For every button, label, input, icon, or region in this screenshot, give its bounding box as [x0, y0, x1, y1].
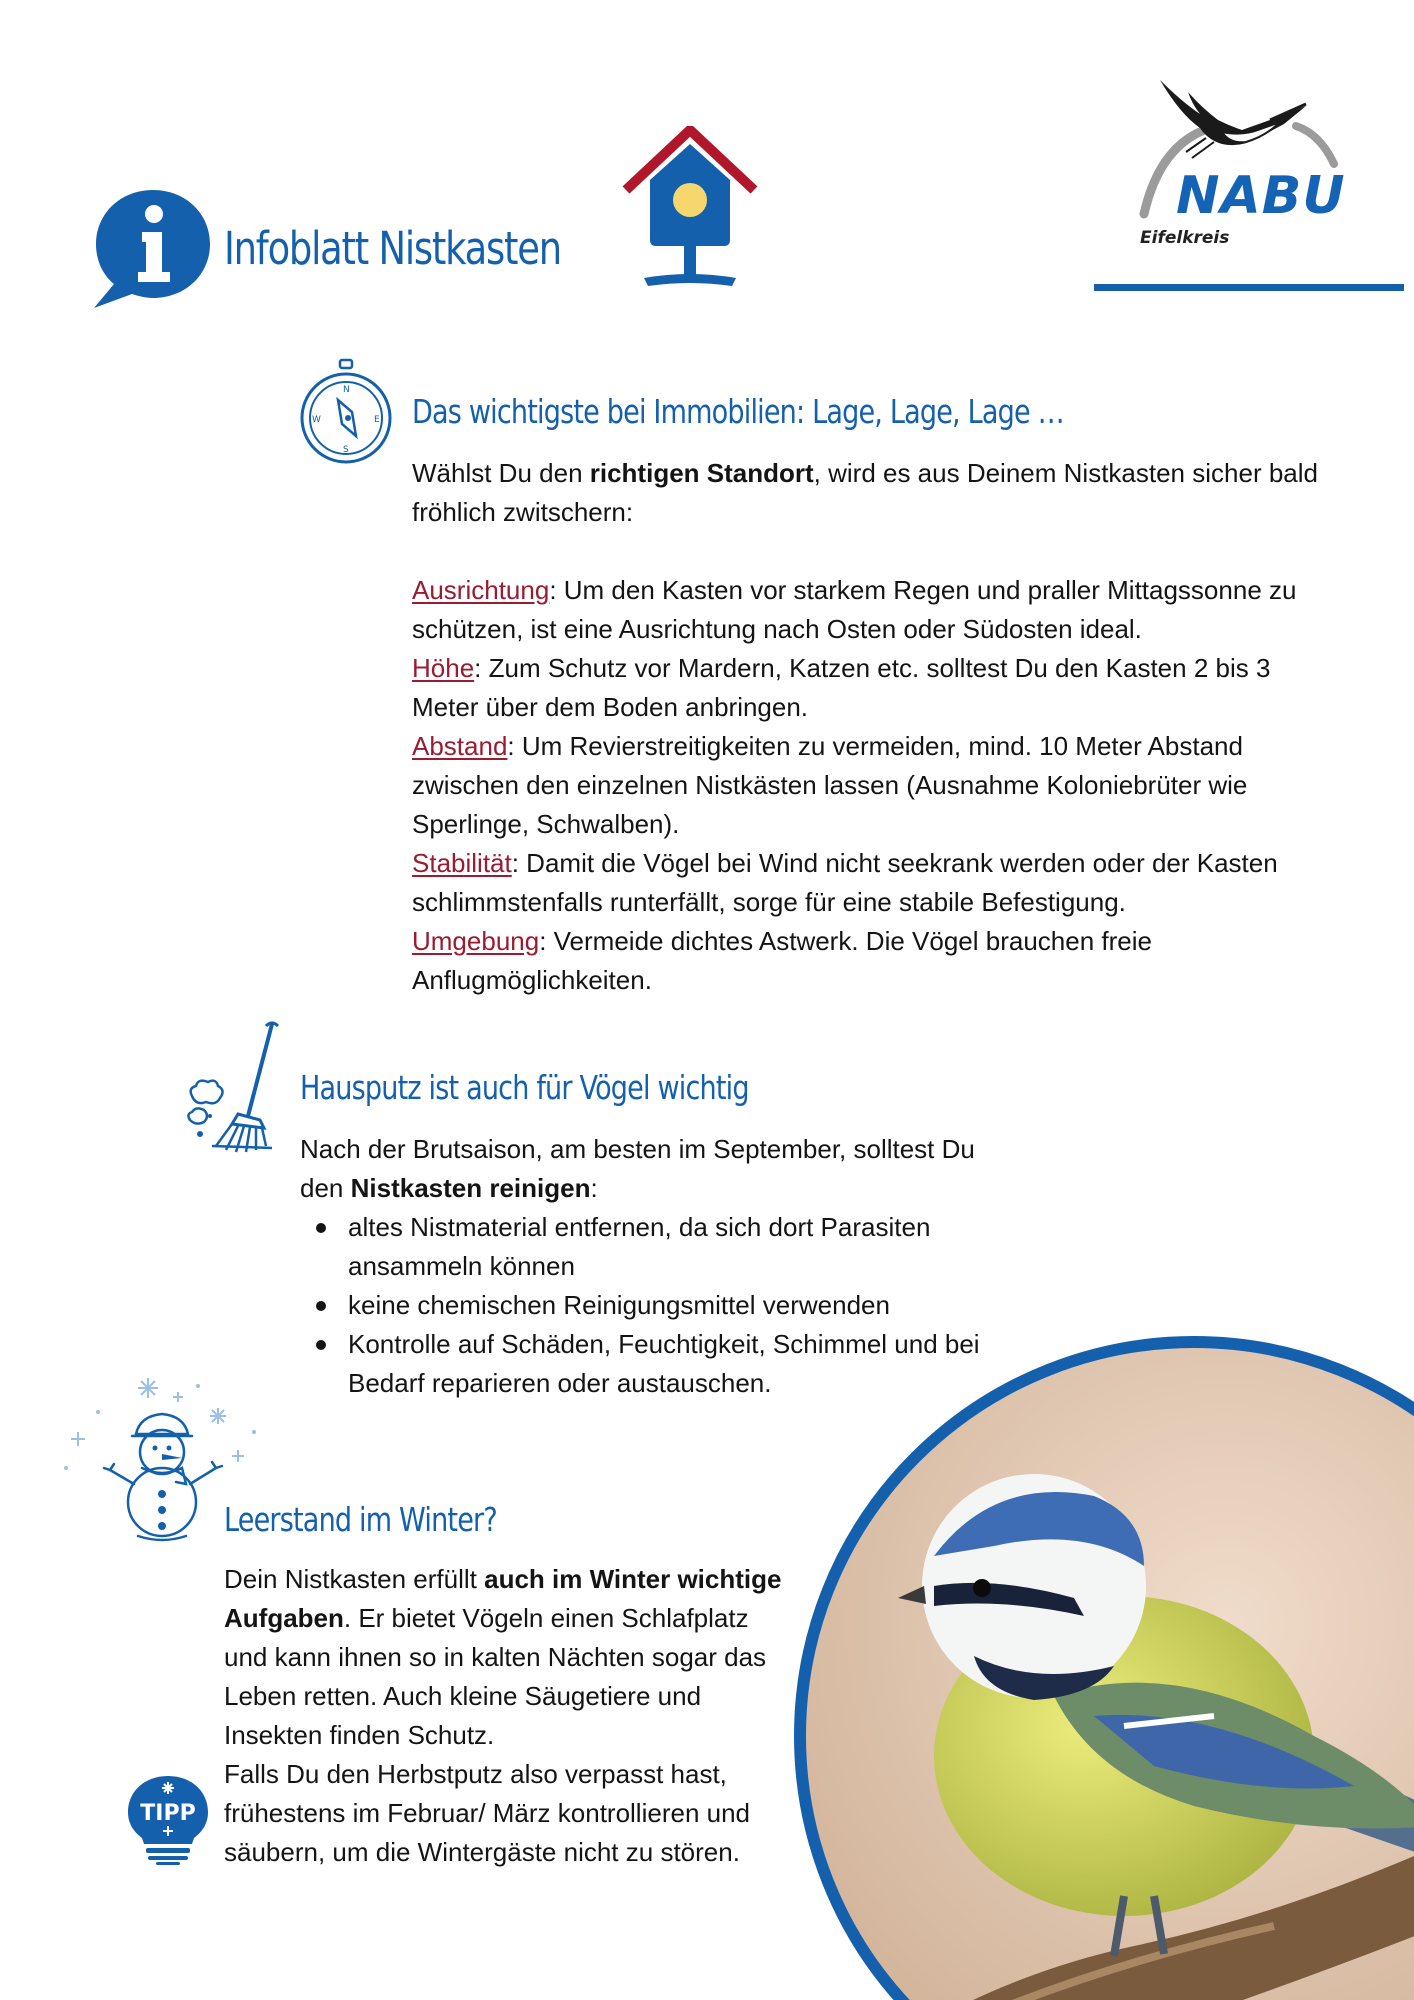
section-heading-cleaning: Hausputz ist auch für Vögel wichtig [300, 1068, 749, 1107]
compass-icon [298, 358, 394, 468]
nabu-logo-subtitle: Eifelkreis [1140, 228, 1230, 248]
location-item: Höhe: Zum Schutz vor Mardern, Katzen etc. solltest Du den Kasten 2 bis 3 Meter über dem Boden anbringen. [412, 653, 1271, 722]
cleaning-intro: Nach der Brutsaison, am besten im September, solltest Du den Nistkasten reinigen: [300, 1134, 975, 1203]
info-speech-bubble-icon [92, 186, 214, 310]
svg-text:S: S [343, 445, 349, 455]
term-ausrichtung: Ausrichtung [412, 575, 550, 605]
term-hoehe: Höhe [412, 653, 475, 683]
tipp-lightbulb-icon [126, 1774, 210, 1866]
svg-text:E: E [374, 415, 380, 425]
location-item: Umgebung: Vermeide dichtes Astwerk. Die Vögel brauchen freie Anflugmöglichkeiten. [412, 926, 1152, 995]
blue-tit-photo [794, 1336, 1414, 2000]
stork-icon [1130, 74, 1370, 254]
svg-text:W: W [312, 415, 321, 425]
section-heading-winter: Leerstand im Winter? [224, 1500, 497, 1539]
term-umgebung: Umgebung [412, 926, 540, 956]
tipp-badge-label: TIPP [140, 1801, 196, 1826]
nabu-logo-text: NABU [1176, 166, 1346, 226]
location-item: Stabilität: Damit die Vögel bei Wind nicht seekrank werden oder der Kasten schlimmstenfalls runterfällt, sorge für eine stabile Befestigung. [412, 848, 1278, 917]
location-intro: Wählst Du den richtigen Standort, wird es aus Deinem Nistkasten sicher bald fröhlich zwitschern: [412, 458, 1318, 527]
document-title: Infoblatt Nistkasten [224, 222, 561, 275]
winter-intro: Dein Nistkasten erfüllt auch im Winter wichtige Aufgaben. Er bietet Vögeln einen Schlafplatz und kann ihnen so in kalten Nächten sogar das Leben retten. Auch kleine Säugetiere und Insekten finden Schutz. [224, 1564, 782, 1750]
term-stabilitaet: Stabilität [412, 848, 512, 878]
section-body-location [412, 454, 1342, 1000]
header-divider [1094, 284, 1404, 291]
birdhouse-icon [620, 126, 760, 292]
list-item: altes Nistmaterial entfernen, da sich dort Parasiten ansammeln können [314, 1208, 1020, 1286]
list-item: Kontrolle auf Schäden, Feuchtigkeit, Schimmel und bei Bedarf reparieren oder austauschen. [314, 1325, 1020, 1403]
location-item: Ausrichtung: Um den Kasten vor starkem Regen und praller Mittagssonne zu schützen, ist eine Ausrichtung nach Osten oder Südosten ideal. [412, 575, 1297, 644]
section-heading-location: Das wichtigste bei Immobilien: Lage, Lage, Lage … [412, 392, 1064, 431]
section-body-winter [224, 1560, 784, 1872]
winter-tip: Falls Du den Herbstputz also verpasst hast, frühestens im Februar/ März kontrollieren und säubern, um die Wintergäste nicht zu stören. [224, 1759, 751, 1867]
location-item: Abstand: Um Revierstreitigkeiten zu vermeiden, mind. 10 Meter Abstand zwischen den einzelnen Nistkästen lassen (Ausnahme Koloniebrüter wie Sperlinge, Schwalben). [412, 731, 1248, 839]
term-abstand: Abstand [412, 731, 508, 761]
list-item: keine chemischen Reinigungsmittel verwenden [314, 1286, 1020, 1325]
svg-text:N: N [343, 385, 350, 395]
broom-icon [186, 1020, 296, 1156]
